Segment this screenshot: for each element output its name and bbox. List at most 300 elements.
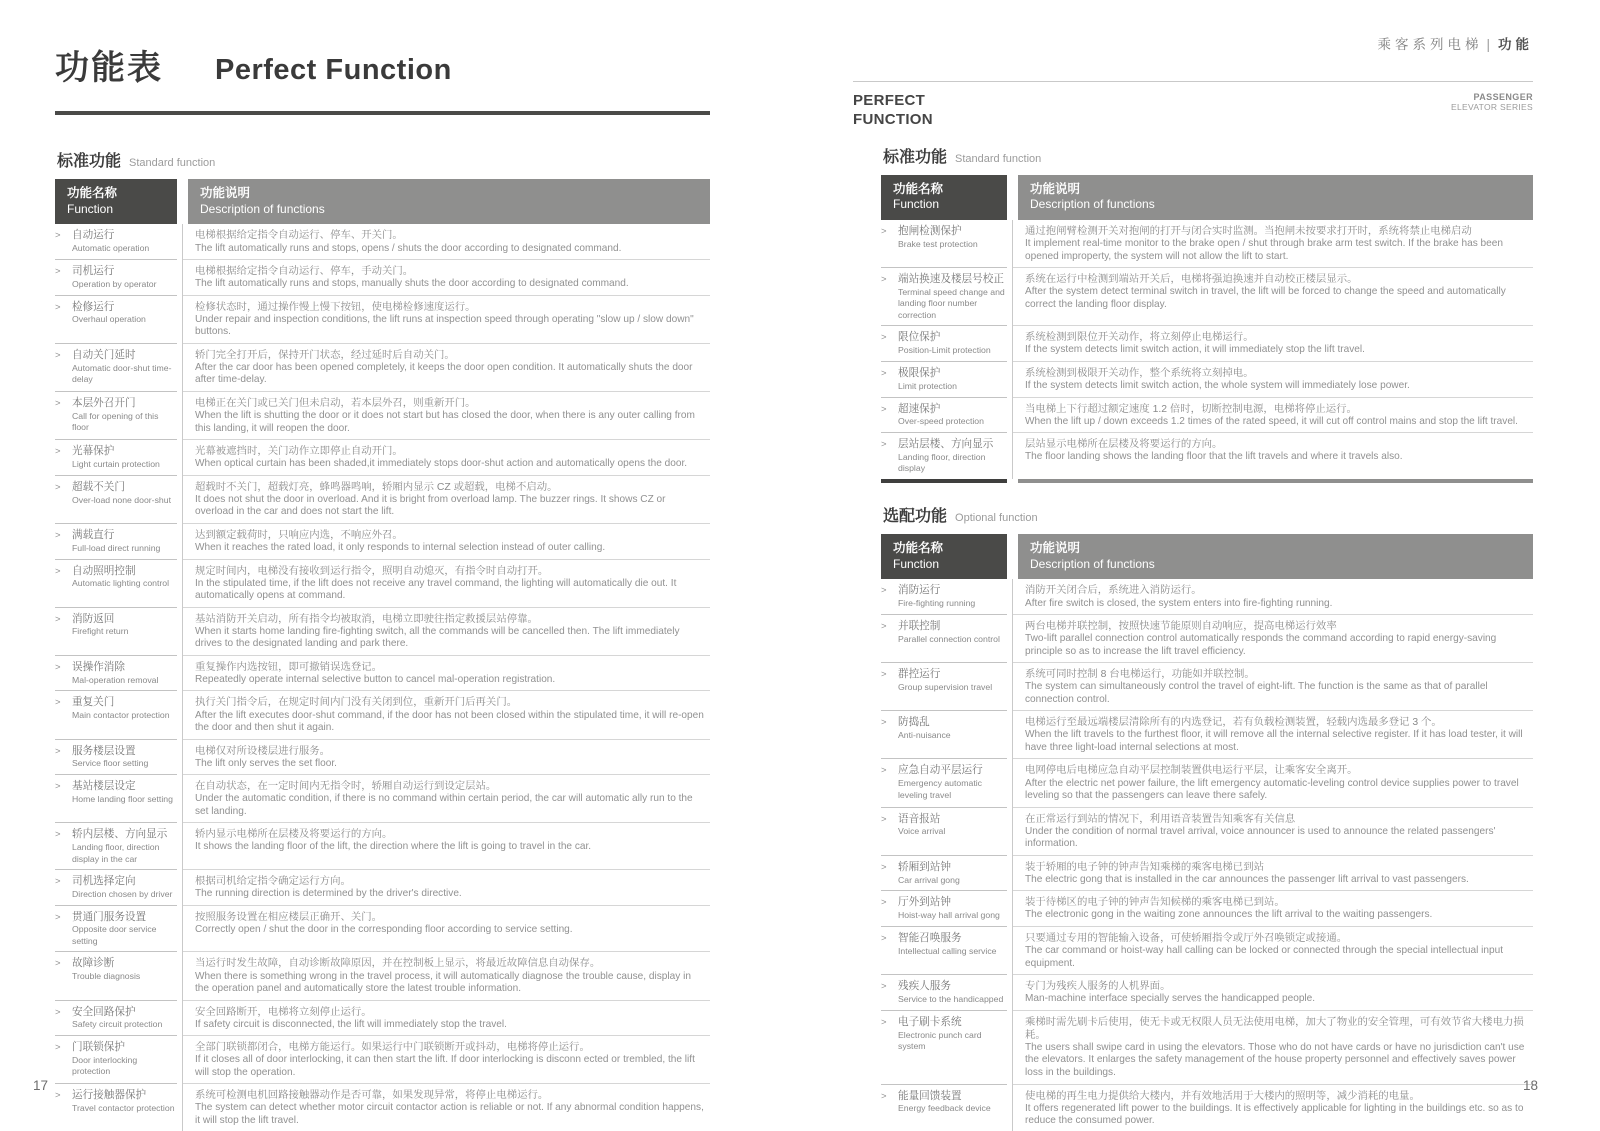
function-name-zh: 应急自动平层运行: [898, 764, 983, 777]
row-marker: >: [55, 781, 61, 793]
row-marker: >: [881, 1016, 887, 1028]
function-name-zh: 消防返回: [72, 612, 115, 625]
header-rule: [853, 81, 1533, 82]
table-row: [55, 906, 710, 953]
function-name-zh: 自动运行: [72, 229, 115, 242]
function-name-en: Trouble diagnosis: [72, 971, 141, 982]
function-description-zh: 全部门联锁都闭合，电梯方能运行。如果运行中门联锁断开或抖动，电梯将停止运行。: [195, 1042, 590, 1054]
function-description-cell: [183, 344, 710, 392]
function-description-zh: 根据司机给定指令确定运行方向。: [195, 876, 351, 888]
function-name-en: Automatic lighting control: [72, 578, 170, 589]
function-description-zh: 检修状态时，通过操作慢上慢下按钮，使电梯检修速度运行。: [195, 301, 476, 313]
function-name-en: Electronic punch card system: [898, 1029, 982, 1051]
function-description-zh: 电梯根据给定指令自动运行、停车、开关门。: [195, 230, 403, 242]
function-name-en: Group supervision travel: [898, 681, 993, 692]
row-marker: >: [881, 813, 887, 825]
page-left: [55, 40, 710, 1131]
function-name-zh: 群控运行: [898, 668, 941, 681]
function-description-zh: 电网停电后电梯应急自动平层控制装置供电运行平层，让乘客安全离开。: [1025, 765, 1358, 777]
function-description-zh: 超载时不关门，超载灯亮，蜂鸣器鸣响，轿厢内显示 CZ 或超载，电梯不启动。: [195, 481, 558, 493]
header-function: 功能名称 Function: [881, 534, 1007, 579]
function-description-cell: [1013, 433, 1533, 479]
function-description-cell: [183, 260, 710, 296]
function-name-zh: 防捣乱: [898, 716, 930, 729]
function-description-en: The system can simultaneously control the travel of eight-lift. The function is the same as that of parallel connection control.: [1025, 681, 1488, 705]
function-name-en: Fire-fighting running: [898, 598, 976, 609]
function-name-cell: [55, 906, 177, 953]
function-description-en: The lift automatically runs and stops, opens / shuts the door according to designated command.: [195, 242, 622, 254]
row-marker: >: [881, 621, 887, 633]
function-description-en: After fire switch is closed, the system enters into fire-fighting running.: [1025, 597, 1333, 609]
table-header: [55, 179, 710, 224]
table-header: [881, 534, 1533, 579]
function-description-en: When it starts home landing fire-fighting switch, all the commands will be cancelled then. The lift immediately drives to the designated landing and park there.: [195, 625, 680, 650]
function-description-cell: [183, 476, 710, 524]
function-description-zh: 重复操作内选按钮，即可撤销误选登记。: [195, 661, 383, 673]
function-description-zh: 系统可检测电机回路接触器动作是否可靠，如果发现异常，将停止电梯运行。: [195, 1090, 549, 1102]
standard-function-table-right: [881, 220, 1533, 479]
header-description: 功能说明 Description of functions: [1018, 175, 1533, 220]
table-row: [881, 975, 1533, 1011]
function-description-en: When the lift is shutting the door or it does not start but has closed the door, when there is any outer calling from this landing, it will reopen the door.: [195, 410, 695, 434]
function-name-cell: [881, 398, 1007, 434]
function-description-cell: [1013, 1011, 1533, 1085]
title-rule: [55, 111, 710, 115]
header-description: 功能说明 Description of functions: [188, 179, 710, 224]
row-marker: >: [55, 613, 61, 625]
function-description-en: When there is something wrong in the travel process, it will automatically diagnose the trouble cause, display in the operation panel and automatically store the latest trouble information.: [195, 970, 691, 995]
function-description-cell: [183, 524, 710, 560]
function-name-en: Mal-operation removal: [72, 674, 159, 685]
function-name-zh: 贯通门服务设置: [72, 910, 147, 923]
row-marker: >: [881, 225, 887, 237]
function-description-zh: 装于待梯区的电子钟的钟声告知候梯的乘客电梯已到站。: [1025, 897, 1285, 909]
function-name-zh: 安全回路保护: [72, 1005, 136, 1018]
function-description-cell: [1013, 268, 1533, 326]
function-name-cell: [55, 691, 177, 739]
function-description-zh: 使电梯的再生电力提供给大楼内，并有效地活用于大楼内的照明等，减少消耗的电量。: [1025, 1090, 1420, 1102]
function-description-en: It does not shut the door in overload. And it is bright from overload lamp. The buzzer rings. It shows CZ or overload in the car and does not start the lift.: [195, 493, 666, 518]
function-name-zh: 电子刷卡系统: [898, 1015, 962, 1028]
function-name-cell: [55, 296, 177, 344]
table-row: [55, 476, 710, 524]
table-row: [55, 224, 710, 260]
function-description-cell: [1013, 927, 1533, 975]
function-description-en: Under the condition of normal travel arrival, voice announcer is used to announce the related passengers' information.: [1025, 825, 1496, 850]
table-row: [55, 775, 710, 823]
function-description-zh: 执行关门指令后，在规定时间内门没有关闭到位，重新开门后再关门。: [195, 697, 518, 709]
function-description-zh: 轿门完全打开后，保持开门状态，经过延时后自动关门。: [195, 349, 455, 361]
function-description-en: Repeatedly operate internal selective button to cancel mal-operation registration.: [195, 673, 556, 685]
function-name-cell: [55, 823, 177, 870]
function-name-cell: [55, 524, 177, 560]
function-name-zh: 抱闸检测保护: [898, 224, 962, 237]
function-name-zh: 满载直行: [72, 528, 115, 541]
page-title-zh: 功能表: [55, 49, 163, 87]
function-name-zh: 服务楼层设置: [72, 744, 136, 757]
table-row: [881, 433, 1533, 479]
row-marker: >: [55, 1090, 61, 1102]
table-header: [881, 175, 1533, 220]
function-name-cell: [881, 1085, 1007, 1131]
function-description-cell: [183, 1084, 710, 1131]
function-name-en: Parallel connection control: [898, 633, 1000, 644]
table-row: [881, 1011, 1533, 1085]
function-name-cell: [55, 952, 177, 1000]
function-name-cell: [55, 476, 177, 524]
function-description-zh: 系统检测到极限开关动作，整个系统将立刻掉电。: [1025, 367, 1254, 379]
function-name-cell: [55, 870, 177, 906]
function-description-zh: 乘梯时需先刷卡后使用，使无卡或无权限人员无法使用电梯，加大了物业的安全管理，可有效节省大楼电力损耗。: [1025, 1016, 1524, 1041]
function-name-en: Direction chosen by driver: [72, 888, 173, 899]
function-name-zh: 光幕保护: [72, 445, 115, 458]
function-name-cell: [55, 392, 177, 440]
table-row: [881, 1085, 1533, 1131]
function-description-zh: 消防开关闭合后，系统进入消防运行。: [1025, 585, 1202, 597]
function-name-zh: 残疾人服务: [898, 980, 951, 993]
function-name-zh: 基站楼层设定: [72, 780, 136, 793]
function-name-en: Limit protection: [898, 380, 957, 391]
function-description-en: Two-lift parallel connection control automatically responds the command according to rapid energy-saving principle so as to increase the lift travel efficiency.: [1025, 633, 1497, 657]
function-name-en: Landing floor, direction display in the car: [72, 842, 160, 864]
function-name-zh: 层站层楼、方向显示: [898, 438, 994, 451]
function-description-zh: 层站显示电梯所在层楼及将要运行的方向。: [1025, 439, 1223, 451]
row-marker: >: [55, 481, 61, 493]
function-description-zh: 按照服务设置在相应楼层正确开、关门。: [195, 911, 383, 923]
table-row: [55, 524, 710, 560]
function-description-cell: [1013, 220, 1533, 268]
function-name-zh: 自动照明控制: [72, 564, 136, 577]
function-name-en: Full-load direct running: [72, 542, 161, 553]
table-row: [55, 691, 710, 739]
row-marker: >: [881, 1090, 887, 1102]
function-description-cell: [183, 560, 710, 608]
table-row: [55, 823, 710, 870]
function-name-zh: 超速保护: [898, 402, 941, 415]
function-name-cell: [55, 260, 177, 296]
function-description-cell: [183, 823, 710, 870]
function-description-zh: 电梯根据给定指令自动运行、停车，手动关门。: [195, 266, 414, 278]
function-name-zh: 智能召唤服务: [898, 931, 962, 944]
function-name-cell: [881, 1011, 1007, 1085]
function-name-en: Operation by operator: [72, 278, 157, 289]
row-marker: >: [881, 332, 887, 344]
function-name-zh: 并联控制: [898, 620, 941, 633]
function-name-en: Intellectual calling service: [898, 945, 997, 956]
row-marker: >: [881, 585, 887, 597]
section-label-optional: 选配功能 Optional function: [883, 507, 1038, 525]
function-name-en: Position-Limit protection: [898, 345, 991, 356]
function-description-cell: [183, 440, 710, 476]
table-row: [55, 740, 710, 776]
function-name-cell: [881, 711, 1007, 759]
table-row: [55, 392, 710, 440]
function-description-en: The lift automatically runs and stops, manually shuts the door according to designated command.: [195, 278, 629, 290]
function-name-zh: 厅外到站钟: [898, 896, 951, 909]
function-description-zh: 电梯仅对所设楼层进行服务。: [195, 745, 331, 757]
function-name-en: Service to the handicapped: [898, 993, 1004, 1004]
function-description-en: In the stipulated time, if the lift does not receive any travel command, the lighting will automatically die out. It automatically opens at command.: [195, 577, 677, 602]
table-row: [55, 560, 710, 608]
function-description-en: The system can detect whether motor circuit contactor action is reliable or not. If any abnormal condition happens, it will stop the lift travel.: [195, 1102, 704, 1126]
function-description-cell: [1013, 759, 1533, 807]
row-marker: >: [881, 439, 887, 451]
function-name-cell: [881, 579, 1007, 615]
series-label: PASSENGER ELEVATOR SERIES: [1451, 92, 1533, 112]
function-name-en: Automatic operation: [72, 243, 150, 254]
function-description-zh: 轿内显示电梯所在层楼及将要运行的方向。: [195, 829, 393, 841]
function-description-cell: [183, 775, 710, 823]
function-name-en: Brake test protection: [898, 238, 978, 249]
function-name-cell: [55, 440, 177, 476]
function-name-cell: [55, 1084, 177, 1131]
function-name-en: Over-load none door-shut: [72, 494, 171, 505]
function-description-cell: [183, 691, 710, 739]
row-marker: >: [55, 958, 61, 970]
function-description-cell: [1013, 663, 1533, 711]
row-marker: >: [55, 349, 61, 361]
function-name-zh: 门联锁保护: [72, 1041, 125, 1054]
page-title-en: Perfect Function: [215, 54, 452, 86]
function-description-en: It offers regenerated lift power to the buildings. It is effectively applicable for lighting in the buildings etc. so as to reduce the consumed power.: [1025, 1102, 1524, 1127]
function-name-cell: [881, 663, 1007, 711]
function-description-cell: [183, 1036, 710, 1084]
row-marker: >: [881, 932, 887, 944]
function-name-zh: 消防运行: [898, 584, 941, 597]
table-row: [55, 296, 710, 344]
function-name-zh: 端站换速及楼层号校正: [898, 273, 1004, 286]
header-function: 功能名称 Function: [881, 175, 1007, 220]
function-name-en: Safety circuit protection: [72, 1019, 163, 1030]
function-description-cell: [1013, 579, 1533, 615]
function-name-en: Opposite door service setting: [72, 924, 157, 946]
standard-function-table-left: [55, 224, 710, 1131]
row-marker: >: [55, 745, 61, 757]
function-name-en: Call for opening of this floor: [72, 410, 159, 433]
function-name-zh: 语音报站: [898, 812, 941, 825]
row-marker: >: [55, 529, 61, 541]
section-heading: PERFECT FUNCTION: [853, 92, 933, 128]
function-description-en: The floor landing shows the landing floor that the lift travels and where it travels also.: [1025, 451, 1403, 463]
function-name-cell: [881, 927, 1007, 975]
function-name-en: Automatic door-shut time-delay: [72, 362, 172, 385]
function-description-en: After the car door has been opened completely, it keeps the door open condition. It automatically shuts the door after time-delay.: [195, 361, 693, 386]
function-name-en: Home landing floor setting: [72, 793, 173, 804]
function-description-zh: 当运行时发生故障，自动诊断故障原因，并在控制板上显示，将最近故障信息自动保存。: [195, 958, 601, 970]
function-description-cell: [1013, 615, 1533, 663]
row-marker: >: [55, 398, 61, 409]
table-row: [55, 440, 710, 476]
function-description-cell: [1013, 398, 1533, 434]
function-description-zh: 专门为残疾人服务的人机界面。: [1025, 981, 1171, 993]
function-name-zh: 超载不关门: [72, 480, 125, 493]
function-description-cell: [183, 870, 710, 906]
row-marker: >: [881, 897, 887, 909]
function-description-en: After the electric net power failure, the lift emergency automatic-leveling control device supplies power to travel leveling so that the passengers can leave there safely.: [1025, 777, 1519, 802]
function-name-cell: [55, 1001, 177, 1037]
function-description-en: The electric gong that is installed in the car announces the passenger lift arrival to vast passengers.: [1025, 873, 1469, 885]
function-description-en: After the system detect terminal switch in travel, the lift will be forced to change the speed and automatically correct the landing floor display.: [1025, 286, 1506, 310]
function-name-zh: 能量回馈装置: [898, 1089, 962, 1102]
function-name-en: Light curtain protection: [72, 458, 160, 469]
table-row: [55, 656, 710, 692]
row-marker: >: [55, 565, 61, 577]
function-description-cell: [1013, 711, 1533, 759]
row-marker: >: [55, 230, 61, 242]
table-row: [881, 268, 1533, 326]
function-name-en: Anti-nuisance: [898, 730, 951, 741]
table-row: [881, 220, 1533, 268]
function-description-en: When it reaches the rated load, it only responds to internal selection instead of outer calling.: [195, 542, 606, 554]
function-name-cell: [881, 759, 1007, 807]
function-description-cell: [1013, 1085, 1533, 1131]
function-name-cell: [55, 608, 177, 656]
row-marker: >: [881, 861, 887, 873]
function-description-zh: 只要通过专用的智能输入设备，可使轿厢指令或厅外召唤锁定或接通。: [1025, 932, 1348, 944]
table-row: [55, 1036, 710, 1084]
function-description-zh: 规定时间内，电梯没有接收到运行指令，照明自动熄灭，有指令时自动打开。: [195, 565, 549, 577]
function-name-en: Landing floor, direction display: [898, 451, 986, 474]
function-name-cell: [881, 268, 1007, 326]
function-name-en: Service floor setting: [72, 758, 149, 769]
row-marker: >: [55, 301, 61, 313]
function-description-en: The running direction is determined by the driver's directive.: [195, 888, 462, 900]
function-description-cell: [183, 224, 710, 260]
section-label-standard-right: 标准功能 Standard function: [883, 148, 1042, 166]
function-description-en: The users shall swipe card in using the elevators. Those who do not have cards or have no jurisdiction can't use the elevators. It enlarges the safety management of the house property personnel and effectively saves power loss in the buildings.: [1025, 1041, 1525, 1078]
page-number-left: 17: [33, 1078, 49, 1093]
row-marker: >: [55, 1042, 61, 1054]
table-row: [881, 615, 1533, 663]
function-description-cell: [1013, 856, 1533, 892]
function-name-cell: [55, 560, 177, 608]
corner-header: 乘客系列电梯 | 功能: [1377, 37, 1533, 52]
function-description-cell: [1013, 326, 1533, 362]
function-description-en: It shows the landing floor of the lift, the direction where the lift is going to travel in the car.: [195, 841, 592, 853]
row-marker: >: [881, 274, 887, 286]
function-name-zh: 运行接触器保护: [72, 1089, 147, 1102]
function-name-cell: [881, 433, 1007, 479]
table-row: [881, 891, 1533, 927]
function-description-zh: 系统在运行中检测到端站开关后，电梯将强迫换速并自动校正楼层显示。: [1025, 274, 1358, 286]
function-description-cell: [183, 906, 710, 953]
function-name-zh: 检修运行: [72, 300, 115, 313]
table-bottom-bars: [881, 479, 1533, 483]
function-name-en: Voice arrival: [898, 826, 946, 837]
table-row: [881, 326, 1533, 362]
function-name-cell: [55, 224, 177, 260]
function-name-en: Overhaul operation: [72, 314, 146, 325]
function-description-zh: 电梯运行至最远端楼层清除所有的内选登记，若有负载检测装置，轻载内选最多登记 3 个。: [1025, 717, 1442, 729]
function-name-en: Main contactor protection: [72, 710, 170, 721]
row-marker: >: [55, 876, 61, 888]
function-name-zh: 重复关门: [72, 696, 115, 709]
function-description-zh: 在正常运行到站的情况下，利用语音装置告知乘客有关信息: [1025, 813, 1296, 825]
function-name-zh: 司机运行: [72, 265, 115, 278]
function-name-zh: 司机选择定向: [72, 875, 136, 888]
function-name-cell: [55, 344, 177, 392]
function-name-cell: [881, 975, 1007, 1011]
function-description-cell: [183, 296, 710, 344]
table-row: [55, 1001, 710, 1037]
row-marker: >: [55, 829, 61, 841]
row-marker: >: [55, 1006, 61, 1018]
function-description-en: If the system detects limit switch action, it will immediately stop the lift travel.: [1025, 344, 1365, 356]
table-row: [881, 808, 1533, 856]
header-function: 功能名称 Function: [55, 179, 177, 224]
optional-function-table: [881, 579, 1533, 1131]
page-title: [55, 40, 710, 89]
table-row: [881, 663, 1533, 711]
function-description-zh: 安全回路断开，电梯将立刻停止运行。: [195, 1006, 372, 1018]
function-name-en: Door interlocking protection: [72, 1054, 138, 1077]
function-description-en: The electronic gong in the waiting zone announces the lift arrival to the waiting passengers.: [1025, 909, 1433, 921]
function-description-en: If safety circuit is disconnected, the lift will immediately stop the travel.: [195, 1018, 507, 1030]
function-name-en: Hoist-way hall arrival gong: [898, 910, 1000, 921]
function-description-zh: 装于轿厢的电子钟的钟声告知乘梯的乘客电梯已到站: [1025, 861, 1264, 873]
function-name-cell: [881, 220, 1007, 268]
function-description-en: Under repair and inspection conditions, the lift runs at inspection speed through operating "slow up / slow down" buttons.: [195, 313, 694, 338]
function-description-en: The car command or hoist-way hall calling can be locked or connected through the special intellectual input equipment.: [1025, 945, 1504, 969]
function-description-zh: 光幕被遮挡时，关门动作立即停止自动开门。: [195, 446, 403, 458]
function-description-zh: 系统可同时控制 8 台电梯运行，功能如并联控制。: [1025, 669, 1255, 681]
function-description-en: Under the automatic condition, if there is no command within certain period, the car will automatic ally run to the set landing.: [195, 793, 693, 817]
function-description-zh: 系统检测到限位开关动作，将立刻停止电梯运行。: [1025, 332, 1254, 344]
function-name-cell: [881, 891, 1007, 927]
row-marker: >: [55, 697, 61, 709]
function-description-en: Man-machine interface specially serves the handicapped people.: [1025, 993, 1316, 1005]
function-name-cell: [55, 775, 177, 823]
section-label-standard: 标准功能 Standard function: [57, 153, 216, 170]
function-name-zh: 限位保护: [898, 331, 941, 344]
function-name-zh: 误操作消除: [72, 660, 125, 673]
function-name-en: Car arrival gong: [898, 874, 960, 885]
function-description-en: It implement real-time monitor to the brake open / shut through brake arm test switch. If the brake has been opened improperty, the system will not allow the lift to start.: [1025, 238, 1504, 262]
function-name-en: Emergency automatic leveling travel: [898, 778, 983, 800]
function-description-cell: [183, 1001, 710, 1037]
function-description-cell: [183, 608, 710, 656]
table-row: [881, 759, 1533, 807]
function-description-cell: [183, 952, 710, 1000]
table-row: [55, 952, 710, 1000]
function-description-zh: 通过抱闸臂检测开关对抱闸的打开与闭合实时监测。当抱闸未按要求打开时，系统将禁止电梯启动: [1025, 225, 1472, 237]
page-right: [853, 33, 1533, 1131]
function-name-cell: [881, 808, 1007, 856]
function-name-zh: 轿内层楼、方向显示: [72, 828, 168, 841]
function-description-en: When the lift up / down exceeds 1.2 times of the rated speed, it will cut off control mains and stop the lift travel.: [1025, 415, 1518, 427]
row-marker: >: [881, 717, 887, 729]
table-row: [55, 1084, 710, 1131]
function-description-zh: 达到额定载荷时，只响应内选，不响应外召。: [195, 529, 403, 541]
function-description-en: When the lift travels to the furthest floor, it will remove all the internal selective register. If it has load tester, it will have three light-load internal selections at most.: [1025, 729, 1523, 753]
function-name-en: Terminal speed change and landing floor number correction: [898, 286, 1005, 320]
function-description-cell: [183, 392, 710, 440]
row-marker: >: [881, 669, 887, 681]
page-number-right: 18: [1522, 1078, 1538, 1093]
function-description-zh: 当电梯上下行超过额定速度 1.2 倍时，切断控制电源，电梯将停止运行。: [1025, 403, 1357, 415]
row-marker: >: [881, 403, 887, 415]
header-description: 功能说明 Description of functions: [1018, 534, 1533, 579]
table-row: [881, 579, 1533, 615]
table-row: [55, 870, 710, 906]
function-description-en: If it closes all of door interlocking, it can then start the lift. If door interlocking is disconn ected or trembled, the lift will stop the operation.: [195, 1054, 695, 1078]
row-marker: >: [55, 446, 61, 458]
function-name-cell: [881, 362, 1007, 398]
function-description-en: If the system detects limit switch action, the whole system will immediately lose power.: [1025, 380, 1410, 392]
table-row: [881, 362, 1533, 398]
function-description-cell: [183, 740, 710, 776]
row-marker: >: [881, 765, 887, 777]
